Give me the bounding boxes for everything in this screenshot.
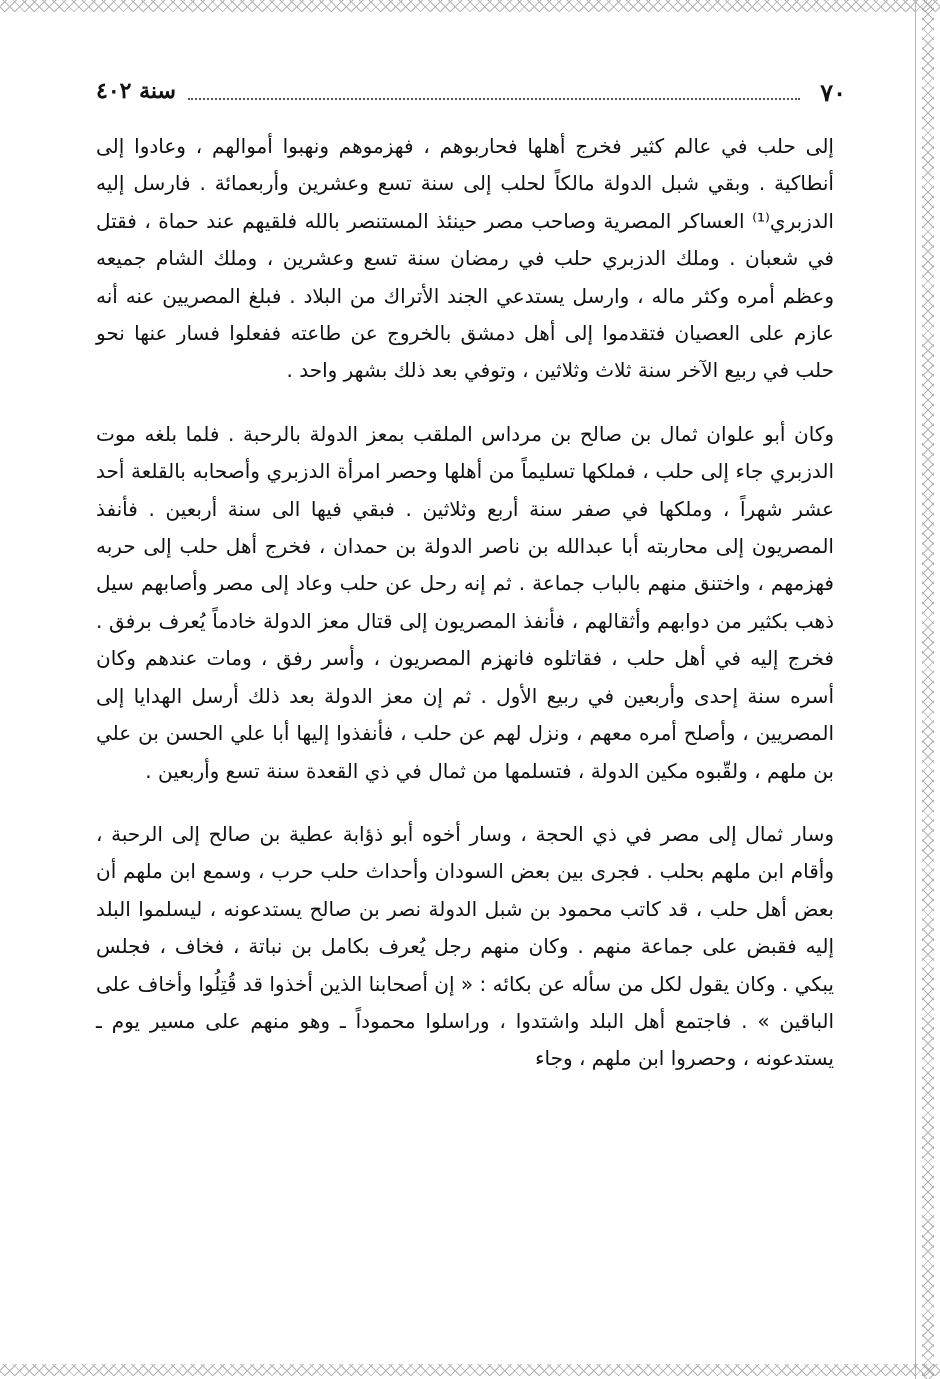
running-header [96, 78, 846, 110]
paragraph-2: وكان أبو علوان ثمال بن صالح بن مرداس الملقب بمعز الدولة بالرحبة . فلما بلغه موت الدزبري جاء إلى حلب ، فملكها تسليماً من أهلها وحصر امرأة الدزبري وأصحابه بالقلعة أحد عشر شهراً ، وملكها في صفر سنة أربع وثلاثين . فبقي فيها الى سنة أربعين . فأنفذ المصريون إلى محاربته أبا عبدالله بن ناصر الدولة بن حمدان ، فخرج أهل حلب إلى حربه فهزمهم ، واختنق منهم بالباب جماعة . ثم إنه رحل عن حلب وعاد إلى مصر وأصابهم سيل ذهب بكثير من دوابهم وأثقالهم ، فأنفذ المصريون إلى قتال معز الدولة خادماً يُعرف برفق . فخرج إليه في أهل حلب ، فقاتلوه فانهزم المصريون ، وأسر رفق ، ومات عندهم وكان أسره سنة إحدى وأربعين في ربيع الأول . ثم إن معز الدولة بعد ذلك أرسل الهدايا إلى المصريين ، وأصلح أمره معهم ، ونزل لهم عن حلب ، فأنفذوا إليها أبا علي الحسن بن علي بن ملهم ، ولقّبوه مكين الدولة ، فتسلمها من ثمال في ذي القعدة سنة تسع وأربعين . [96, 421, 834, 783]
dot-leader [188, 98, 800, 100]
page-number: ٧٠ [820, 78, 846, 107]
right-border-rule [915, 0, 916, 1379]
bottom-ornamental-border [0, 1364, 940, 1376]
top-ornamental-border [0, 0, 940, 12]
right-ornamental-border [922, 0, 934, 1379]
paragraph-1: إلى حلب في عالم كثير فخرج أهلها فحاربوهم ، فهزموهم ونهبوا أموالهم ، وعادوا إلى أنطاكية . وبقي شبل الدولة مالكاً لحلب إلى سنة تسع وعشرين وأربعمائة . فارسل إليه الدزبري⁽¹⁾ العساكر المصرية وصاحب مصر حينئذ المستنصر بالله فلقيهم عند حماة ، فقتل في شعبان . وملك الدزبري حلب في رمضان سنة تسع وعشرين ، وملك الشام جميعه وعظم أمره وكثر ماله ، وارسل يستدعي الجند الأتراك من البلاد . فبلغ المصريين عنه أنه عازم على العصيان فتقدموا إلى أهل دمشق بالخروج عن طاعته ففعلوا فسار عنها نحو حلب في ربيع الآخر سنة ثلاث وثلاثين ، وتوفي بعد ذلك بشهر واحد . [96, 134, 834, 383]
body-text [96, 128, 834, 1078]
paragraph-3: وسار ثمال إلى مصر في ذي الحجة ، وسار أخوه أبو ذؤابة عطية بن صالح إلى الرحبة ، وأقام ابن ملهم بحلب . فجرى بين بعض السودان وأحداث حلب حرب ، وسمع ابن ملهم أن بعض أهل حلب ، قد كاتب محمود بن شبل الدولة نصر بن صالح يستدعونه ، ليسلموا البلد إليه فقبض على جماعة منهم . وكان منهم رجل يُعرف بكامل بن نباتة ، فخاف ، فجلس يبكي . وكان يقول لكل من سأله عن بكائه : « إن أصحابنا الذين أخذوا قد قُتِلُوا وأخاف على الباقين » . فاجتمع أهل البلد واشتدوا ، وراسلوا محموداً ـ وهو منهم على مسير يوم ـ يستدعونه ، وحصروا ابن ملهم ، وجاء [96, 821, 834, 1071]
running-head-year: سنة ٤٠٢ [96, 78, 176, 104]
